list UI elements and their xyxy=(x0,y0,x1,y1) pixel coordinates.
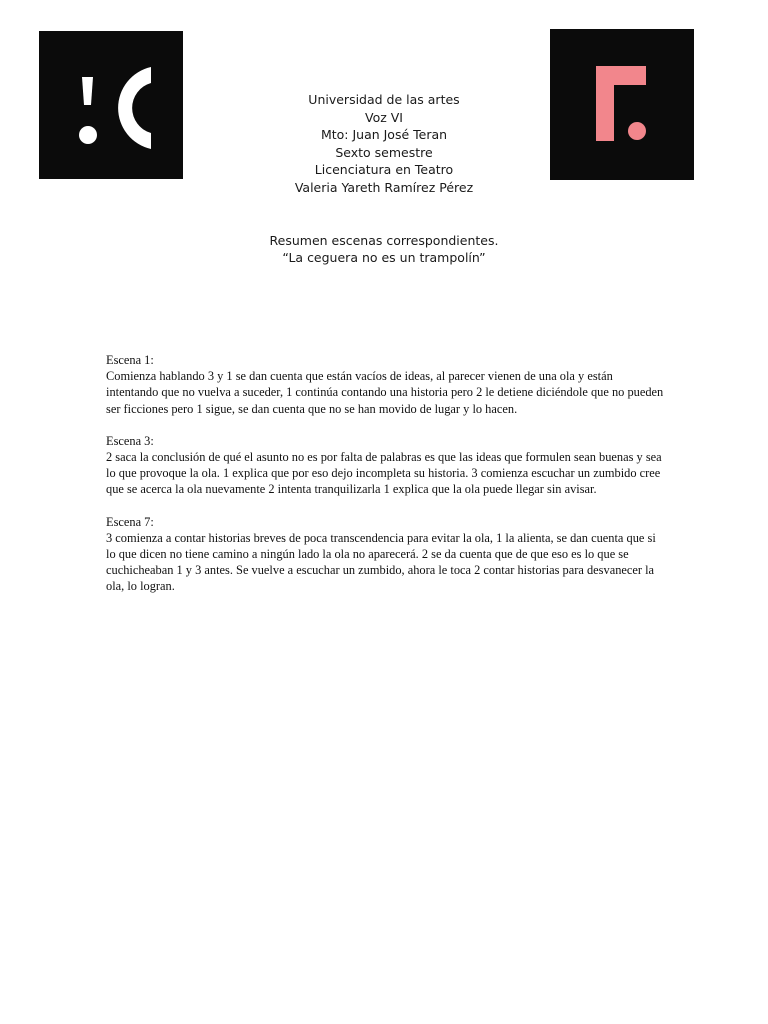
scene-heading: Escena 7: xyxy=(106,514,154,529)
document-body xyxy=(106,352,666,611)
header-author: Valeria Yareth Ramírez Pérez xyxy=(294,179,474,195)
header-university: Universidad de las artes xyxy=(308,92,460,107)
title-line-2: “La ceguera no es un trampolín” xyxy=(282,250,486,265)
scene-heading: Escena 1: xyxy=(106,353,154,367)
scene-3 xyxy=(106,433,666,498)
document-header xyxy=(200,91,568,197)
scene-text: Comienza hablando 3 y 1 se dan cuenta que están vacíos de ideas, al parecer vienen de una ola y están intentando que no vuelva a suceder, 1 continúa contando una historia pero 2 le detiene diciéndole que no pueden ser ficciones pero 1 sigue, se dan cuenta que no se han movido de lugar y lo hacen. xyxy=(106,369,664,416)
teatro-logo-icon xyxy=(550,29,694,180)
theatre-logo xyxy=(550,29,694,180)
header-degree: Licenciatura en Teatro xyxy=(314,162,454,178)
university-logo xyxy=(39,31,183,179)
document-title xyxy=(200,232,568,266)
scene-text: 2 saca la conclusión de qué el asunto no es por falta de palabras es que las ideas que formulen sean buenas y sea lo que provoque la ola. 1 explica que por eso dejo incompleta su historia. 3 comienza escuchar un zumbido cree que se acerca la ola nuevamente 2 intenta tranquilizarla 1 explica que la ola puede llegar sin avisar. xyxy=(106,450,662,497)
scene-1 xyxy=(106,352,666,417)
scene-text: 3 comienza a contar historias breves de poca transcendencia para evitar la ola, 1 la alienta, se dan cuenta que si lo que dicen no tiene camino a ningún lado la ola no aparecerá. 2 se da cuenta que de que eso es lo que se cuchicheaban 1 y 3 antes. Se vuelve a escuchar un zumbido, ahora le toca 2 contar historias para desvanecer la ola, lo logran. xyxy=(106,530,656,594)
header-course: Voz VI xyxy=(364,109,403,125)
scene-heading: Escena 3: xyxy=(106,433,154,448)
header-semester: Sexto semestre xyxy=(335,144,433,160)
scene-7 xyxy=(106,514,666,595)
header-teacher: Mto: Juan José Teran xyxy=(320,127,448,143)
title-line-1: Resumen escenas correspondientes. xyxy=(269,233,499,248)
uda-logo-icon xyxy=(39,31,183,179)
